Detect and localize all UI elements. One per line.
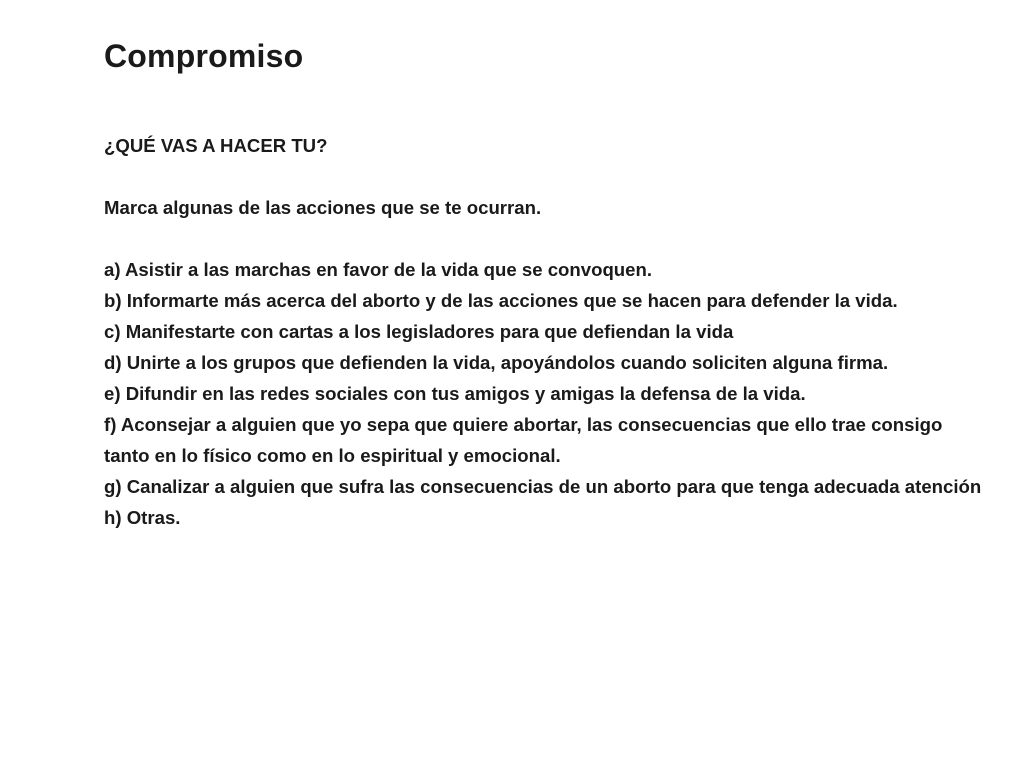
options-list <box>104 254 984 533</box>
instruction-text: Marca algunas de las acciones que se te ocurran. <box>104 197 542 218</box>
option-b: b) Informarte más acerca del aborto y de las acciones que se hacen para defender la vida. <box>104 290 898 311</box>
option-g: g) Canalizar a alguien que sufra las consecuencias de un aborto para que tenga adecuada atención <box>104 476 982 497</box>
option-f: f) Aconsejar a alguien que yo sepa que quiere abortar, las consecuencias que ello trae consigo tanto en lo físico como en lo espiritual y emocional. <box>104 414 943 466</box>
slide-title: Compromiso <box>104 38 304 74</box>
question-text: ¿QUÉ VAS A HACER TU? <box>104 135 328 156</box>
slide-body <box>104 130 984 533</box>
spacer <box>104 161 984 192</box>
option-c: c) Manifestarte con cartas a los legisladores para que defiendan la vida <box>104 321 734 342</box>
option-h: h) Otras. <box>104 507 181 528</box>
spacer <box>104 223 984 254</box>
option-d: d) Unirte a los grupos que defienden la vida, apoyándolos cuando soliciten alguna firma. <box>104 352 889 373</box>
option-e: e) Difundir en las redes sociales con tus amigos y amigas la defensa de la vida. <box>104 383 806 404</box>
option-a: a) Asistir a las marchas en favor de la vida que se convoquen. <box>104 259 653 280</box>
